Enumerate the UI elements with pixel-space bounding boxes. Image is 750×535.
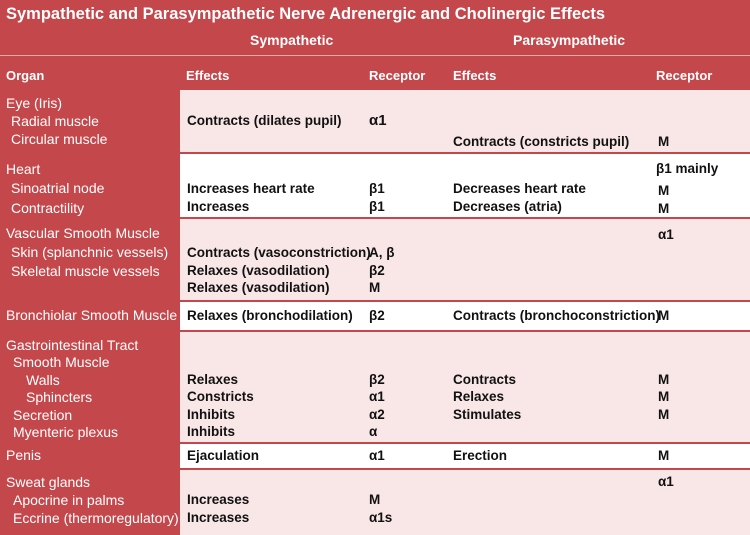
section-heart: [0, 154, 750, 217]
para-effect: Decreases (atria): [453, 199, 562, 214]
para-receptor: M: [658, 389, 670, 404]
para-effect: Relaxes: [453, 389, 505, 404]
para-receptor: M: [658, 448, 670, 463]
column-header-symp-effects: Effects: [186, 68, 230, 83]
para-effect: Erection: [453, 448, 508, 463]
section-sweat-glands: [0, 470, 750, 535]
column-header-para-effects: Effects: [453, 68, 497, 83]
symp-effect: Inhibits: [187, 407, 235, 422]
symp-receptor: β2: [369, 263, 385, 278]
para-receptor: β1 mainly: [656, 161, 719, 176]
section-eye: [0, 90, 750, 152]
symp-receptor: A, β: [369, 245, 395, 260]
para-receptor: α1: [658, 227, 674, 242]
symp-effect: Ejaculation: [187, 448, 260, 463]
symp-receptor: α1: [369, 112, 387, 129]
para-effect: Contracts (constricts pupil): [453, 134, 630, 149]
organ-sublabel: Walls: [26, 372, 60, 388]
organ-sublabel: Sinoatrial node: [11, 180, 105, 196]
organ-sublabel: Eccrine (thermoregulatory): [13, 510, 179, 526]
para-effect: Decreases heart rate: [453, 181, 586, 196]
organ-sublabel: Skeletal muscle vessels: [11, 263, 160, 279]
symp-effect: Increases: [187, 492, 250, 507]
para-receptor: α1: [658, 474, 674, 489]
symp-receptor: M: [369, 280, 381, 295]
organ-label: Vascular Smooth Muscle: [6, 225, 160, 241]
symp-receptor: β2: [369, 308, 385, 323]
para-receptor: M: [658, 183, 670, 198]
section-vascular: [0, 219, 750, 300]
column-header-organ: Organ: [6, 68, 45, 83]
symp-effect: Relaxes (vasodilation): [187, 263, 330, 278]
symp-effect: Contracts (dilates pupil): [187, 113, 342, 128]
organ-sublabel: Radial muscle: [11, 113, 99, 129]
symp-effect: Relaxes: [187, 372, 239, 387]
symp-receptor: α2: [369, 407, 385, 422]
symp-effect: Increases: [187, 199, 250, 214]
symp-receptor: β2: [369, 372, 385, 387]
symp-effect: Relaxes (bronchodilation): [187, 308, 353, 323]
para-receptor: M: [658, 407, 670, 422]
symp-effect: Increases: [187, 510, 250, 525]
symp-receptor: β1: [369, 181, 385, 196]
symp-receptor: α1s: [369, 510, 393, 525]
para-effect: Contracts (bronchoconstriction): [453, 308, 661, 323]
symp-receptor: β1: [369, 199, 385, 214]
symp-receptor: M: [369, 492, 381, 507]
symp-receptor: α1: [369, 448, 385, 463]
symp-effect: Inhibits: [187, 424, 235, 439]
column-header-symp-receptor: Receptor: [369, 68, 426, 83]
para-effect: Stimulates: [453, 407, 522, 422]
para-receptor: M: [658, 308, 670, 323]
section-penis: [0, 444, 750, 468]
para-receptor: M: [658, 201, 670, 216]
group-header-sympathetic: Sympathetic: [250, 32, 334, 48]
header-divider: [0, 55, 750, 56]
organ-label: Eye (Iris): [6, 95, 62, 111]
section-gastrointestinal: [0, 332, 750, 442]
organ-sublabel: Apocrine in palms: [13, 492, 125, 508]
symp-receptor: α: [369, 424, 378, 439]
organ-sublabel: Smooth Muscle: [13, 354, 110, 370]
organ-sublabel: Secretion: [13, 407, 73, 423]
para-receptor: M: [658, 134, 670, 149]
group-header-parasympathetic: Parasympathetic: [513, 32, 626, 48]
organ-sublabel: Circular muscle: [11, 131, 108, 147]
symp-effect: Relaxes (vasodilation): [187, 280, 330, 295]
symp-effect: Constricts: [187, 389, 254, 404]
organ-sublabel: Contractility: [11, 200, 85, 216]
organ-label: Penis: [6, 447, 42, 463]
organ-label: Sweat glands: [6, 474, 91, 490]
para-effect: Contracts: [453, 372, 517, 387]
organ-label: Heart: [6, 161, 41, 177]
symp-effect: Contracts (vasoconstriction): [187, 245, 371, 260]
gi-data-cell: [180, 332, 750, 442]
organ-label: Bronchiolar Smooth Muscle: [6, 307, 178, 323]
column-header-para-receptor: Receptor: [656, 68, 713, 83]
symp-effect: Increases heart rate: [187, 181, 315, 196]
section-bronchiolar: [0, 302, 750, 330]
organ-label: Gastrointestinal Tract: [6, 337, 139, 353]
organ-sublabel: Myenteric plexus: [13, 424, 119, 440]
page-title: Sympathetic and Parasympathetic Nerve Adrenergic and Cholinergic Effects: [6, 5, 606, 23]
organ-sublabel: Skin (splanchnic vessels): [11, 244, 169, 260]
symp-receptor: α1: [369, 389, 385, 404]
organ-sublabel: Sphincters: [26, 389, 93, 405]
para-receptor: M: [658, 372, 670, 387]
